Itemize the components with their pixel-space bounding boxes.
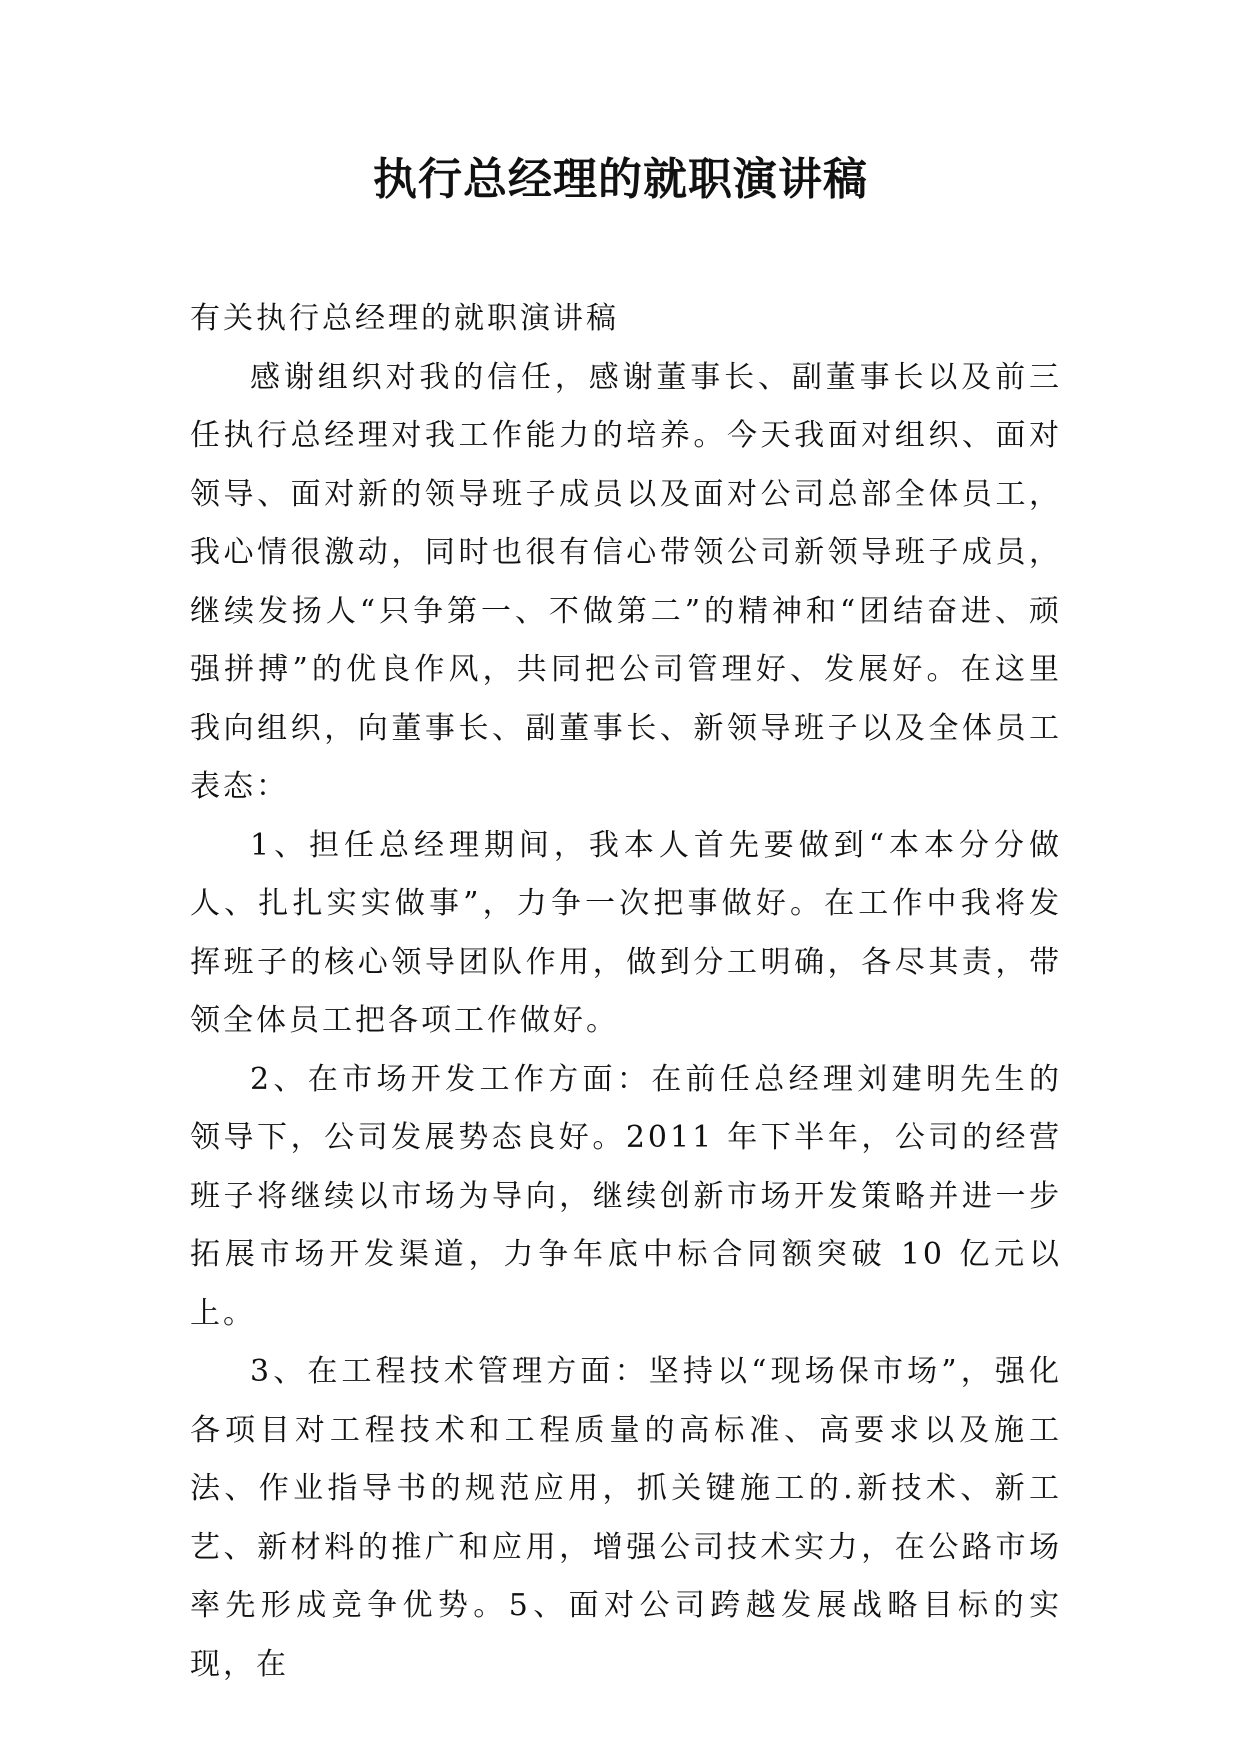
paragraph-item-1: 1、担任总经理期间，我本人首先要做到“本本分分做人、扎扎实实做事”，力争一次把事做好。在工作中我将发挥班子的核心领导团队作用，做到分工明确，各尽其责，带领全体员工把各项工作做好。 <box>190 827 1062 1038</box>
paragraph-item-3: 3、在工程技术管理方面：坚持以“现场保市场”，强化各项目对工程技术和工程质量的高标准、高要求以及施工法、作业指导书的规范应用，抓关键施工的.新技术、新工艺、新材料的推广和应用，增强公司技术实力，在公路市场率先形成竞争优势。5、面对公司跨越发展战略目标的实现，在 <box>190 1354 1062 1682</box>
document-subtitle: 有关执行总经理的就职演讲稿 <box>190 301 619 336</box>
paragraph-intro: 感谢组织对我的信任，感谢董事长、副董事长以及前三任执行总经理对我工作能力的培养。今天我面对组织、面对领导、面对新的领导班子成员以及面对公司总部全体员工，我心情很激动，同时也很有信心带领公司新领导班子成员，继续发扬人“只争第一、不做第二”的精神和“团结奋进、顽强拼搏”的优良作风，共同把公司管理好、发展好。在这里我向组织，向董事长、副董事长、新领导班子以及全体员工表态： <box>190 359 1062 804</box>
document-body <box>190 290 1062 1694</box>
paragraph-item-2: 2、在市场开发工作方面：在前任总经理刘建明先生的领导下，公司发展势态良好。2011 年下半年，公司的经营班子将继续以市场为导向，继续创新市场开发策略并进一步拓展市场开发渠道，力争年底中标合同额突破 10 亿元以上。 <box>190 1061 1062 1331</box>
document-title: 执行总经理的就职演讲稿 <box>373 154 868 205</box>
